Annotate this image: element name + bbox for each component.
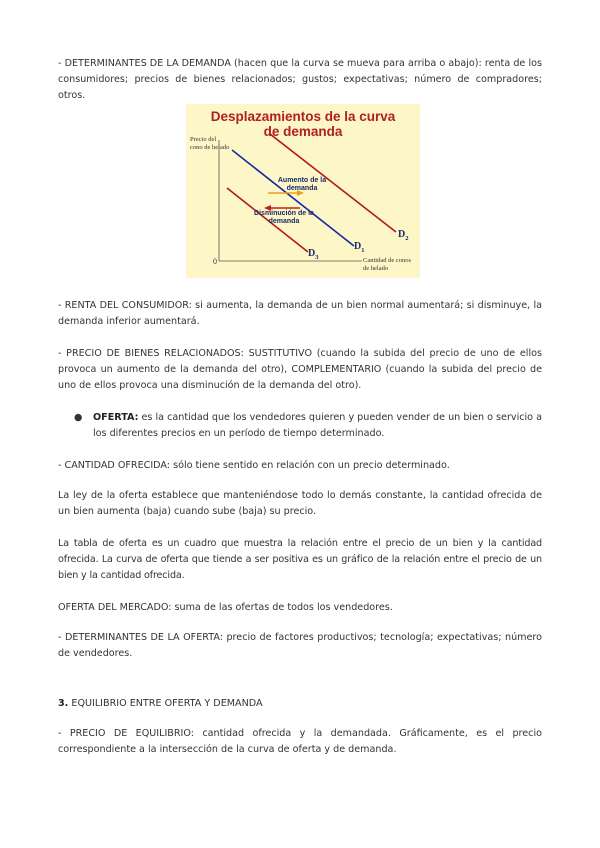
label-d3-sub: 3 [315,254,319,261]
bullet-definition: es la cantidad que los vendedores quieren y pueden vender de un bien o servicio a los diferentes precios en un período de tiempo determinado. [93,412,542,439]
origin-label: 0 [213,257,217,266]
label-d1-sub: 1 [361,247,365,254]
y-axis-label: Precio del cono de helado [190,136,230,151]
paragraph-tabla-oferta: La tabla de oferta es un cuadro que muestra la relación entre el precio de un bien y la cantidad ofrecida. La curva de oferta que tiende a ser positiva es un gráfico de la relación entre el precio de un bien y la cantidad ofrecida. [58,538,542,581]
label-d3 [308,248,318,261]
paragraph-determinantes-oferta: - DETERMINANTES DE LA OFERTA: precio de factores productivos; tecnología; expectativas; número de vendedores. [58,632,542,659]
paragraph-renta-consumidor: - RENTA DEL CONSUMIDOR: si aumenta, la demanda de un bien normal aumentará; si disminuye, la demanda inferior aumentará. [58,300,542,327]
demand-shift-figure [186,104,420,278]
paragraph-precio-bienes-relacionados: - PRECIO DE BIENES RELACIONADOS: SUSTITUTIVO (cuando la subida del precio de uno de ellos provoca un aumento de la demanda del otro), COMPLEMENTARIO (cuando la subida del precio de uno de ellos provoca una disminución de la demanda del otro). [58,348,542,391]
bullet-oferta [74,410,542,442]
figure-title-line2: de demanda [263,124,343,139]
curve-d1 [232,150,354,246]
section-title: EQUILIBRIO ENTRE OFERTA Y DEMANDA [68,698,263,709]
bullet-oferta-text [93,410,542,442]
x-axis-label: Cantidad de conos de helado [363,257,412,272]
label-d1 [354,241,364,254]
label-d2-name: D [398,229,406,240]
label-d2-sub: 2 [405,235,409,242]
paragraph-ley-oferta: La ley de la oferta establece que manteniéndose todo lo demás constante, la cantidad ofrecida de un bien aumenta (baja) cuando sube (baja) su precio. [58,490,542,517]
annotation-aumento-demanda: Aumento de la demanda [277,177,327,192]
annotation-disminucion-demanda: Disminución de la demanda [254,210,314,225]
paragraph-oferta-mercado: OFERTA DEL MERCADO: suma de las ofertas de todos los vendedores. [58,602,393,613]
label-d1-name: D [354,241,362,252]
label-d2 [398,229,408,242]
bullet-dot-icon: ● [74,412,83,423]
figure-title-line1: Desplazamientos de la curva [210,109,396,124]
paragraph-determinantes-demanda: - DETERMINANTES DE LA DEMANDA (hacen que la curva se mueva para arriba o abajo): renta de los consumidores; precios de bienes relacionados; gustos; expectativas; número de compradores; otros. [58,58,542,101]
label-d3-name: D [308,248,316,259]
bullet-term: OFERTA: [93,412,139,423]
section-heading-equilibrio [58,696,542,712]
paragraph-precio-equilibrio: - PRECIO DE EQUILIBRIO: cantidad ofrecida y la demandada. Gráficamente, es el precio correspondiente a la intersección de la curva de oferta y de demanda. [58,728,542,755]
section-number: 3. [58,698,69,709]
paragraph-cantidad-ofrecida: - CANTIDAD OFRECIDA: sólo tiene sentido en relación con un precio determinado. [58,460,450,471]
